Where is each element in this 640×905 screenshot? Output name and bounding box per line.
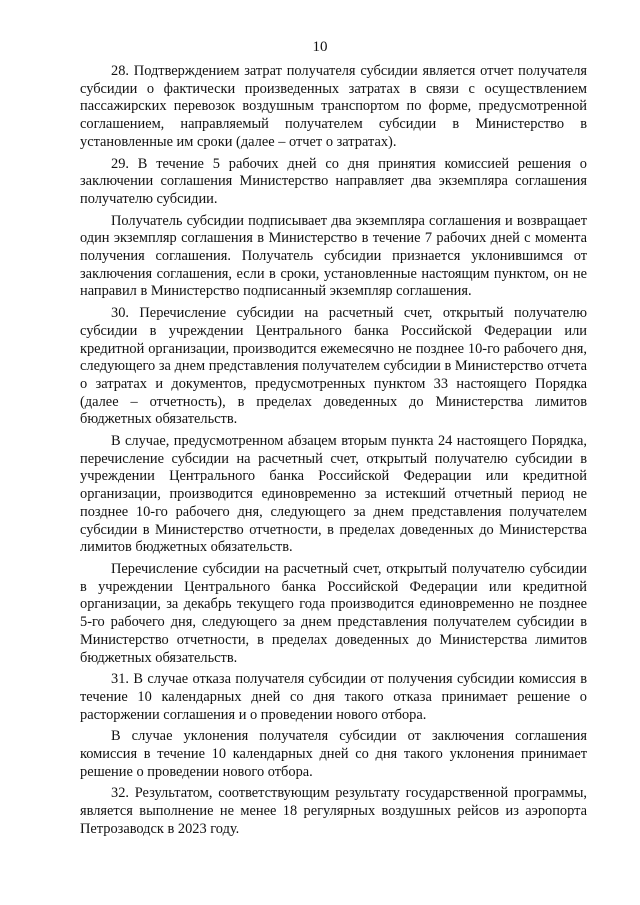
- paragraph-30-third: Перечисление субсидии на расчетный счет, открытый получателю субсидии в учреждении Центрального банка Российской Федерации или кредитной организации, за декабрь текущего года производится единовременно не позднее 5-го рабочего дня, следующего за днем представления получателем субсидии в Министерство отчетности, в пределах доведенных до Министерства лимитов бюджетных обязательств.: [80, 560, 587, 666]
- paragraph-31: 31. В случае отказа получателя субсидии от получения субсидии комиссия в течение 10 календарных дней со дня такого отказа принимает решение о расторжении соглашения и о проведении нового отбора.: [80, 671, 587, 723]
- paragraph-31-continued: В случае уклонения получателя субсидии от заключения соглашения комиссия в течение 10 календарных дней со дня такого уклонения принимает решение о проведении нового отбора.: [80, 728, 587, 780]
- paragraph-29: 29. В течение 5 рабочих дней со дня принятия комиссией решения о заключении соглашения Министерство направляет два экземпляра соглашения получателю субсидии.: [80, 155, 587, 207]
- paragraph-30: 30. Перечисление субсидии на расчетный счет, открытый получателю субсидии в учреждении Центрального банка Российской Федерации или кредитной организации, производится ежемесячно не позднее 10-го рабочего дня, следующего за днем представления получателем субсидии в Министерство отчета о затратах и документов, предусмотренных пунктом 33 настоящего Порядка (далее – отчетность), в пределах доведенных до Министерства лимитов бюджетных обязательств.: [80, 305, 587, 428]
- paragraph-32: 32. Результатом, соответствующим результату государственной программы, является выполнение не менее 18 регулярных воздушных рейсов из аэропорта Петрозаводск в 2023 году.: [80, 785, 587, 837]
- document-body: [80, 63, 587, 843]
- paragraph-29-continued: Получатель субсидии подписывает два экземпляра соглашения и возвращает один экземпляр соглашения в Министерство в течение 7 рабочих дней с момента получения соглашения. Получатель субсидии признается уклонившимся от заключения соглашения, если в сроки, установленные настоящим пунктом, он не направил в Министерство подписанный экземпляр соглашения.: [80, 212, 587, 300]
- page-number: 10: [312, 39, 328, 55]
- paragraph-30-second: В случае, предусмотренном абзацем вторым пункта 24 настоящего Порядка, перечисление субсидии на расчетный счет, открытый получателю субсидии в учреждении Центрального банка Российской Федерации или кредитной организации, производится единовременно за истекший отчетный период не позднее 10-го рабочего дня, следующего за днем представления получателем субсидии в Министерство отчетности, в пределах доведенных до Министерства лимитов бюджетных обязательств.: [80, 433, 587, 556]
- paragraph-28: 28. Подтверждением затрат получателя субсидии является отчет получателя субсидии о фактически произведенных затратах в связи с осуществлением пассажирских перевозок воздушным транспортом по форме, предусмотренной соглашением, направляемый получателем субсидии в Министерство в установленные им сроки (далее – отчет о затратах).: [80, 63, 587, 150]
